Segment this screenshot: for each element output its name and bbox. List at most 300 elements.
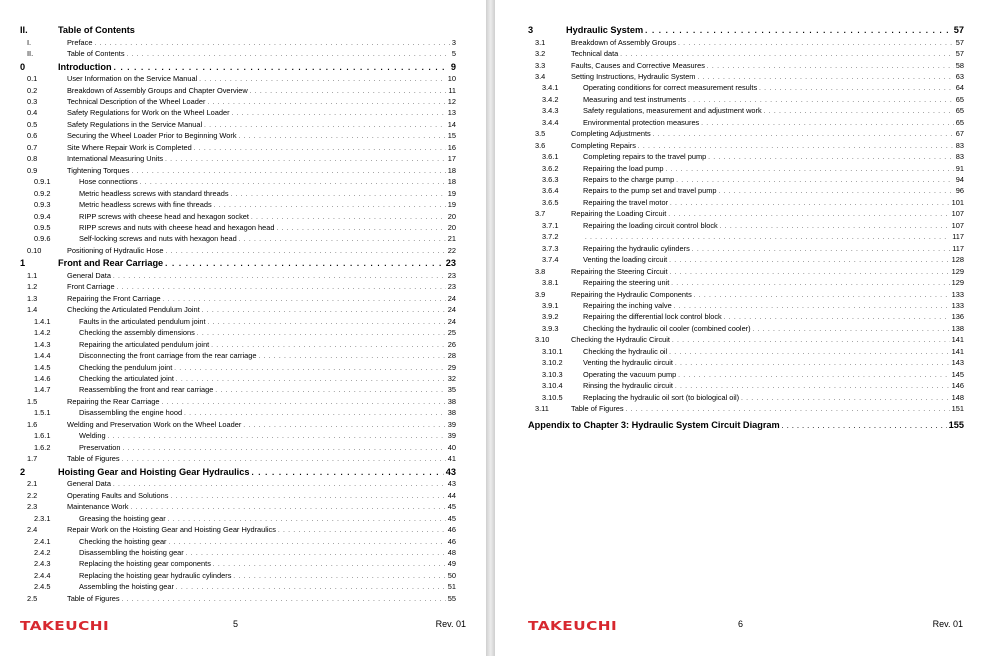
leader-dots bbox=[166, 247, 446, 257]
toc-entry[interactable] bbox=[528, 38, 964, 49]
entry-page: 38 bbox=[447, 396, 456, 406]
entry-title: Introduction bbox=[58, 61, 112, 72]
leader-dots bbox=[669, 348, 949, 358]
entry-title: Repairing the differential lock control block bbox=[583, 312, 722, 322]
entry-number: 3.6.1 bbox=[542, 152, 559, 162]
toc-entry[interactable] bbox=[20, 246, 456, 257]
toc-entry[interactable] bbox=[20, 97, 456, 108]
entry-page: 49 bbox=[447, 559, 456, 569]
toc-entry[interactable] bbox=[528, 358, 964, 369]
leader-dots bbox=[670, 268, 950, 278]
entry-number: 3.10 bbox=[535, 335, 550, 345]
entry-page: 67 bbox=[955, 129, 964, 139]
toc-entry[interactable] bbox=[20, 131, 456, 142]
entry-number: 3.4.4 bbox=[542, 117, 559, 127]
entry-title: Checking the pendulum joint bbox=[79, 362, 173, 372]
entry-number: 3.10.2 bbox=[542, 358, 563, 368]
toc-entry[interactable] bbox=[528, 118, 964, 129]
entry-page: 35 bbox=[447, 385, 456, 395]
toc-entry[interactable] bbox=[528, 335, 964, 346]
entry-title: Greasing the hoisting gear bbox=[79, 513, 166, 523]
entry-number: 1.4.7 bbox=[34, 385, 51, 395]
leader-dots bbox=[140, 178, 446, 188]
entry-number: 0.4 bbox=[27, 108, 38, 118]
leader-dots bbox=[692, 245, 950, 255]
toc-entry[interactable] bbox=[528, 404, 964, 415]
toc-chapter-entry[interactable] bbox=[528, 24, 964, 38]
entry-title: RIPP screws and nuts with cheese head and hexagon head bbox=[79, 222, 275, 232]
entry-title: Welding and Preservation Work on the Wheel Loader bbox=[67, 419, 242, 429]
toc-entry[interactable] bbox=[528, 152, 964, 163]
entry-page: 94 bbox=[955, 175, 964, 185]
leader-dots bbox=[250, 87, 447, 97]
toc-entry[interactable] bbox=[20, 282, 456, 293]
toc-entry[interactable] bbox=[20, 548, 456, 559]
entry-page: 16 bbox=[447, 142, 456, 152]
entry-number: 0.6 bbox=[27, 131, 38, 141]
entry-page: 11 bbox=[448, 85, 456, 95]
entry-title: User Information on the Service Manual bbox=[67, 74, 198, 84]
entry-page: 19 bbox=[447, 200, 456, 210]
entry-page: 20 bbox=[447, 222, 456, 232]
entry-number: II. bbox=[27, 49, 34, 59]
entry-page: 19 bbox=[447, 188, 456, 198]
appendix-page: 155 bbox=[948, 419, 964, 430]
leader-dots bbox=[669, 256, 949, 266]
entry-number: 0.10 bbox=[27, 245, 42, 255]
toc-entry[interactable] bbox=[20, 108, 456, 119]
entry-title: Safety regulations, measurement and adjustment work bbox=[583, 106, 762, 116]
entry-page: 58 bbox=[955, 60, 964, 70]
leader-dots bbox=[130, 503, 445, 513]
entry-page: 57 bbox=[955, 37, 964, 47]
entry-page: 3 bbox=[451, 37, 456, 47]
entry-title: Technical data bbox=[571, 49, 619, 59]
toc-entry[interactable] bbox=[20, 86, 456, 97]
toc-chapter-entry[interactable] bbox=[20, 466, 456, 480]
entry-number: 3.7 bbox=[535, 209, 546, 219]
toc-entries-right bbox=[528, 24, 964, 416]
toc-entry[interactable] bbox=[20, 385, 456, 396]
entry-page: 12 bbox=[447, 97, 456, 106]
entry-page: 24 bbox=[447, 305, 456, 315]
entry-title: Repairing the Front Carriage bbox=[67, 293, 161, 303]
leader-dots bbox=[231, 190, 446, 200]
toc-entry[interactable] bbox=[20, 223, 456, 234]
leader-dots bbox=[161, 398, 445, 408]
leader-dots bbox=[184, 409, 446, 419]
page-gutter bbox=[486, 0, 495, 656]
entry-page: 65 bbox=[955, 106, 964, 116]
leader-dots bbox=[169, 538, 446, 548]
leader-dots bbox=[176, 375, 446, 385]
toc-entry[interactable] bbox=[20, 120, 456, 131]
toc-entry[interactable] bbox=[20, 537, 456, 548]
page-footer-right bbox=[528, 617, 963, 633]
entry-number: 2.3.1 bbox=[34, 513, 51, 523]
leader-dots bbox=[719, 187, 954, 197]
toc-entry[interactable] bbox=[20, 525, 456, 536]
entry-number: 0.8 bbox=[27, 154, 38, 164]
entry-page: 25 bbox=[447, 328, 456, 338]
toc-entry[interactable] bbox=[528, 347, 964, 358]
entry-title: Repairs to the pump set and travel pump bbox=[583, 186, 717, 196]
leader-dots bbox=[113, 272, 446, 282]
toc-entry[interactable] bbox=[20, 271, 456, 282]
toc-left bbox=[20, 24, 456, 605]
entry-title: General Data bbox=[67, 479, 111, 489]
toc-entry[interactable] bbox=[20, 374, 456, 385]
toc-entries-left bbox=[20, 38, 456, 606]
toc-heading-num: II. bbox=[20, 25, 28, 35]
toc-entry[interactable] bbox=[20, 294, 456, 305]
leader-dots bbox=[278, 526, 446, 536]
entry-title: Repairing the articulated pendulum joint bbox=[79, 339, 210, 349]
entry-title: Table of Figures bbox=[67, 593, 120, 603]
entry-number: 0.9.3 bbox=[34, 200, 51, 210]
toc-entry[interactable] bbox=[528, 106, 964, 117]
leader-dots bbox=[753, 325, 950, 335]
entry-page: 83 bbox=[955, 152, 964, 162]
entry-page: 45 bbox=[447, 502, 456, 512]
entry-number: 0.9.5 bbox=[34, 222, 51, 232]
toc-entry[interactable] bbox=[20, 420, 456, 431]
entry-page: 23 bbox=[445, 258, 456, 269]
entry-number: 3.2 bbox=[535, 49, 546, 59]
toc-entry[interactable] bbox=[528, 232, 964, 243]
entry-title: Disassembling the hoisting gear bbox=[79, 547, 184, 557]
toc-entry[interactable] bbox=[20, 479, 456, 490]
toc-entry[interactable] bbox=[528, 209, 964, 220]
entry-number: 0.2 bbox=[27, 85, 38, 95]
leader-dots bbox=[122, 455, 446, 465]
toc-entry[interactable] bbox=[528, 267, 964, 278]
entry-title: Technical Description of the Wheel Loader bbox=[67, 97, 206, 106]
toc-entry[interactable] bbox=[20, 408, 456, 419]
entry-number: 1.4 bbox=[27, 305, 38, 315]
entry-title: General Data bbox=[67, 270, 111, 280]
leader-dots bbox=[207, 98, 445, 108]
toc-entry[interactable] bbox=[528, 95, 964, 106]
entry-number: 3.6.2 bbox=[542, 163, 559, 173]
left-page bbox=[0, 0, 486, 656]
toc-entry[interactable] bbox=[528, 255, 964, 266]
entry-page: 39 bbox=[447, 419, 456, 429]
entry-title: Tightening Torques bbox=[67, 165, 130, 175]
entry-title: Repairing the travel motor bbox=[583, 197, 669, 207]
toc-entry[interactable] bbox=[20, 38, 456, 49]
entry-title: Measuring and test instruments bbox=[583, 94, 687, 104]
toc-entry[interactable] bbox=[20, 514, 456, 525]
entry-title: Checking the hoisting gear bbox=[79, 536, 167, 546]
leader-dots bbox=[233, 572, 445, 582]
entry-title: Assembling the hoisting gear bbox=[79, 582, 174, 592]
entry-page: 17 bbox=[447, 154, 456, 164]
leader-dots bbox=[585, 233, 950, 243]
toc-entry[interactable] bbox=[528, 129, 964, 140]
entry-page: 146 bbox=[951, 381, 964, 391]
toc-entry[interactable] bbox=[528, 164, 964, 175]
entry-number: 2.5 bbox=[27, 593, 38, 603]
entry-page: 40 bbox=[447, 442, 456, 452]
entry-page: 26 bbox=[447, 339, 456, 349]
toc-entry[interactable] bbox=[528, 141, 964, 152]
leader-dots bbox=[204, 121, 446, 131]
entry-title: Hydraulic System bbox=[566, 25, 644, 35]
toc-entry[interactable] bbox=[20, 397, 456, 408]
entry-number: 1.4.2 bbox=[34, 328, 51, 338]
leader-dots bbox=[676, 176, 954, 186]
entry-title: International Measuring Units bbox=[67, 154, 164, 164]
toc-entry[interactable] bbox=[20, 154, 456, 165]
toc-entry[interactable] bbox=[20, 189, 456, 200]
entry-page: 32 bbox=[447, 374, 456, 384]
entry-number: 0.9.2 bbox=[34, 188, 51, 198]
entry-page: 5 bbox=[451, 49, 456, 59]
entry-number: 0.9.6 bbox=[34, 234, 51, 244]
entry-number: 0.1 bbox=[27, 74, 38, 84]
toc-entry[interactable] bbox=[528, 381, 964, 392]
entry-page: 141 bbox=[951, 346, 964, 356]
leader-dots bbox=[694, 291, 950, 301]
entry-page: 45 bbox=[447, 513, 456, 523]
leader-dots bbox=[672, 336, 950, 346]
entry-page: 29 bbox=[447, 362, 456, 372]
entry-number: 1.4.6 bbox=[34, 374, 51, 384]
entry-page: 117 bbox=[952, 243, 964, 253]
toc-entry[interactable] bbox=[20, 594, 456, 605]
entry-title: Operating conditions for correct measurement results bbox=[583, 83, 758, 93]
leader-dots bbox=[708, 153, 954, 163]
toc-entry[interactable] bbox=[528, 61, 964, 72]
toc-entry[interactable] bbox=[20, 317, 456, 328]
toc-entry[interactable] bbox=[20, 212, 456, 223]
leader-dots bbox=[701, 119, 954, 129]
entry-title: Repairing the hydraulic cylinders bbox=[583, 243, 690, 253]
entry-number: 0.3 bbox=[27, 97, 38, 106]
toc-entry[interactable] bbox=[20, 443, 456, 454]
entry-number: 0.7 bbox=[27, 142, 38, 152]
entry-number: 3.7.1 bbox=[542, 220, 559, 230]
leader-dots bbox=[131, 167, 445, 177]
toc-entry[interactable] bbox=[528, 49, 964, 60]
entry-title: Safety Regulations in the Service Manual bbox=[67, 119, 203, 129]
entry-title: Positioning of Hydraulic Hose bbox=[67, 245, 164, 255]
leader-dots bbox=[626, 405, 950, 415]
toc-entry[interactable] bbox=[528, 393, 964, 404]
toc-right bbox=[528, 24, 964, 432]
takeuchi-logo: TAKEUCHI bbox=[20, 618, 110, 633]
entry-number: 2.2 bbox=[27, 490, 38, 500]
leader-dots bbox=[114, 62, 449, 75]
entry-page: 48 bbox=[447, 547, 456, 557]
toc-entry[interactable] bbox=[20, 559, 456, 570]
toc-entry[interactable] bbox=[20, 363, 456, 374]
toc-entry[interactable] bbox=[20, 431, 456, 442]
entry-title: Repair Work on the Hoisting Gear and Hoisting Gear Hydraulics bbox=[67, 525, 276, 535]
entry-number: 3.6.4 bbox=[542, 186, 559, 196]
entry-number: 3.9.3 bbox=[542, 323, 559, 333]
entry-number: 3.4.3 bbox=[542, 106, 559, 116]
toc-entry[interactable] bbox=[528, 244, 964, 255]
toc-chapter-entry[interactable] bbox=[20, 61, 456, 75]
leader-dots bbox=[208, 318, 446, 328]
entry-title: Safety Regulations for Work on the Wheel Loader bbox=[67, 108, 230, 118]
toc-entry[interactable] bbox=[20, 49, 456, 60]
leader-dots bbox=[653, 130, 954, 140]
leader-dots bbox=[243, 421, 445, 431]
appendix-title: Appendix to Chapter 3: Hydraulic System Circuit Diagram bbox=[528, 419, 780, 430]
entry-page: 141 bbox=[951, 335, 964, 345]
leader-dots bbox=[741, 394, 950, 404]
entry-number: 0.9.1 bbox=[34, 177, 51, 187]
entry-number: 1.4.1 bbox=[34, 316, 51, 326]
right-page bbox=[495, 0, 981, 656]
toc-chapter-entry[interactable] bbox=[20, 257, 456, 271]
toc-entry[interactable] bbox=[528, 72, 964, 83]
entry-number: 2.4.1 bbox=[34, 536, 51, 546]
entry-page: 23 bbox=[447, 282, 456, 292]
entry-number: 2 bbox=[20, 466, 26, 477]
leader-dots bbox=[688, 96, 954, 106]
entry-number: 2.4 bbox=[27, 525, 38, 535]
entry-page: 133 bbox=[951, 289, 964, 299]
leader-dots bbox=[239, 235, 446, 245]
toc-entry[interactable] bbox=[20, 502, 456, 513]
entry-page: 83 bbox=[955, 140, 964, 150]
toc-entry[interactable] bbox=[528, 312, 964, 323]
entry-number: 0.5 bbox=[27, 119, 38, 129]
toc-entry[interactable] bbox=[20, 340, 456, 351]
leader-dots bbox=[214, 201, 446, 211]
leader-dots bbox=[211, 341, 446, 351]
entry-number: 3.10.1 bbox=[542, 346, 563, 356]
leader-dots bbox=[239, 132, 446, 142]
entry-title: Checking the hydraulic oil cooler (combined cooler) bbox=[583, 323, 751, 333]
entry-title: Welding bbox=[79, 431, 106, 441]
toc-entry[interactable] bbox=[20, 234, 456, 245]
revision-label: Rev. 01 bbox=[932, 619, 963, 629]
entry-title: Table of Contents bbox=[67, 49, 125, 59]
entry-page: 15 bbox=[447, 131, 456, 141]
toc-entry[interactable] bbox=[528, 175, 964, 186]
toc-entry[interactable] bbox=[20, 328, 456, 339]
entry-number: 1.5 bbox=[27, 396, 38, 406]
entry-title: Metric headless screws with standard threads bbox=[79, 188, 229, 198]
toc-entry[interactable] bbox=[20, 177, 456, 188]
entry-title: Setting Instructions, Hydraulic System bbox=[571, 71, 696, 81]
entry-number: 2.4.4 bbox=[34, 570, 51, 580]
entry-number: 3.7.3 bbox=[542, 243, 559, 253]
entry-number: 3.10.4 bbox=[542, 381, 563, 391]
entry-number: 1.6.1 bbox=[34, 431, 51, 441]
entry-title: Breakdown of Assembly Groups bbox=[571, 37, 677, 47]
entry-number: 2.3 bbox=[27, 502, 38, 512]
leader-dots bbox=[168, 515, 446, 525]
toc-appendix-entry[interactable] bbox=[528, 420, 964, 432]
leader-dots bbox=[176, 583, 446, 593]
leader-dots bbox=[674, 302, 950, 312]
toc-entry[interactable] bbox=[528, 221, 964, 232]
toc-entry[interactable] bbox=[20, 200, 456, 211]
entry-page: 107 bbox=[951, 209, 964, 219]
entry-page: 65 bbox=[955, 94, 964, 104]
toc-entry[interactable] bbox=[20, 582, 456, 593]
leader-dots bbox=[122, 595, 446, 605]
entry-title: Repairing the steering unit bbox=[583, 278, 670, 288]
leader-dots bbox=[113, 480, 446, 490]
entry-page: 14 bbox=[447, 119, 456, 129]
leader-dots bbox=[675, 382, 950, 392]
toc-entry[interactable] bbox=[20, 351, 456, 362]
entry-number: 3.7.2 bbox=[542, 232, 559, 242]
entry-number: 3.9 bbox=[535, 289, 546, 299]
entry-title: Rinsing the hydraulic circuit bbox=[583, 381, 673, 391]
entry-number: 1 bbox=[20, 258, 26, 269]
entry-number: 0.9.4 bbox=[34, 211, 51, 221]
entry-number: 3.10.3 bbox=[542, 369, 563, 379]
leader-dots bbox=[232, 109, 446, 119]
entry-page: 41 bbox=[447, 454, 456, 464]
leader-dots bbox=[782, 422, 947, 432]
toc-entry[interactable] bbox=[528, 370, 964, 381]
entry-page: 38 bbox=[447, 408, 456, 418]
toc-entry[interactable] bbox=[528, 290, 964, 301]
leader-dots bbox=[117, 283, 446, 293]
entry-title: Repairing the inching valve bbox=[583, 301, 672, 311]
entry-page: 9 bbox=[450, 61, 456, 72]
entry-number: 3.9.2 bbox=[542, 312, 559, 322]
toc-entry[interactable] bbox=[528, 198, 964, 209]
leader-dots bbox=[251, 467, 443, 480]
entry-page: 13 bbox=[447, 108, 456, 118]
toc-entry[interactable] bbox=[528, 301, 964, 312]
toc-entry[interactable] bbox=[20, 454, 456, 465]
entry-number: 1.7 bbox=[27, 454, 38, 464]
toc-entry[interactable] bbox=[20, 166, 456, 177]
entry-title: Checking the assembly dimensions bbox=[79, 328, 195, 338]
leader-dots bbox=[174, 364, 446, 374]
toc-entry[interactable] bbox=[20, 491, 456, 502]
toc-heading bbox=[20, 24, 456, 37]
toc-entry[interactable] bbox=[20, 571, 456, 582]
toc-entry[interactable] bbox=[528, 324, 964, 335]
leader-dots bbox=[194, 144, 446, 154]
toc-entry[interactable] bbox=[528, 186, 964, 197]
toc-entry[interactable] bbox=[528, 278, 964, 289]
takeuchi-logo: TAKEUCHI bbox=[528, 618, 618, 633]
entry-title: Front Carriage bbox=[67, 282, 115, 292]
leader-dots bbox=[170, 492, 445, 502]
entry-title: Repairing the Rear Carriage bbox=[67, 396, 160, 406]
toc-entry[interactable] bbox=[20, 143, 456, 154]
entry-page: 55 bbox=[447, 593, 456, 603]
entry-title: Operating the vacuum pump bbox=[583, 369, 677, 379]
entry-title: Venting the hydraulic circuit bbox=[583, 358, 673, 368]
leader-dots bbox=[720, 222, 950, 232]
entry-page: 24 bbox=[447, 293, 456, 303]
entry-title: Replacing the hydraulic oil sort (to biological oil) bbox=[583, 392, 740, 402]
entry-title: Hose connections bbox=[79, 177, 138, 187]
entry-title: Disassembling the engine hood bbox=[79, 408, 183, 418]
entry-title: Completing repairs to the travel pump bbox=[583, 152, 707, 162]
toc-entry[interactable] bbox=[20, 74, 456, 85]
entry-title: Self-locking screws and nuts with hexagon head bbox=[79, 234, 237, 244]
toc-entry[interactable] bbox=[20, 305, 456, 316]
entry-number: I. bbox=[27, 37, 32, 47]
entry-number: 3.6.3 bbox=[542, 175, 559, 185]
toc-entry[interactable] bbox=[528, 83, 964, 94]
